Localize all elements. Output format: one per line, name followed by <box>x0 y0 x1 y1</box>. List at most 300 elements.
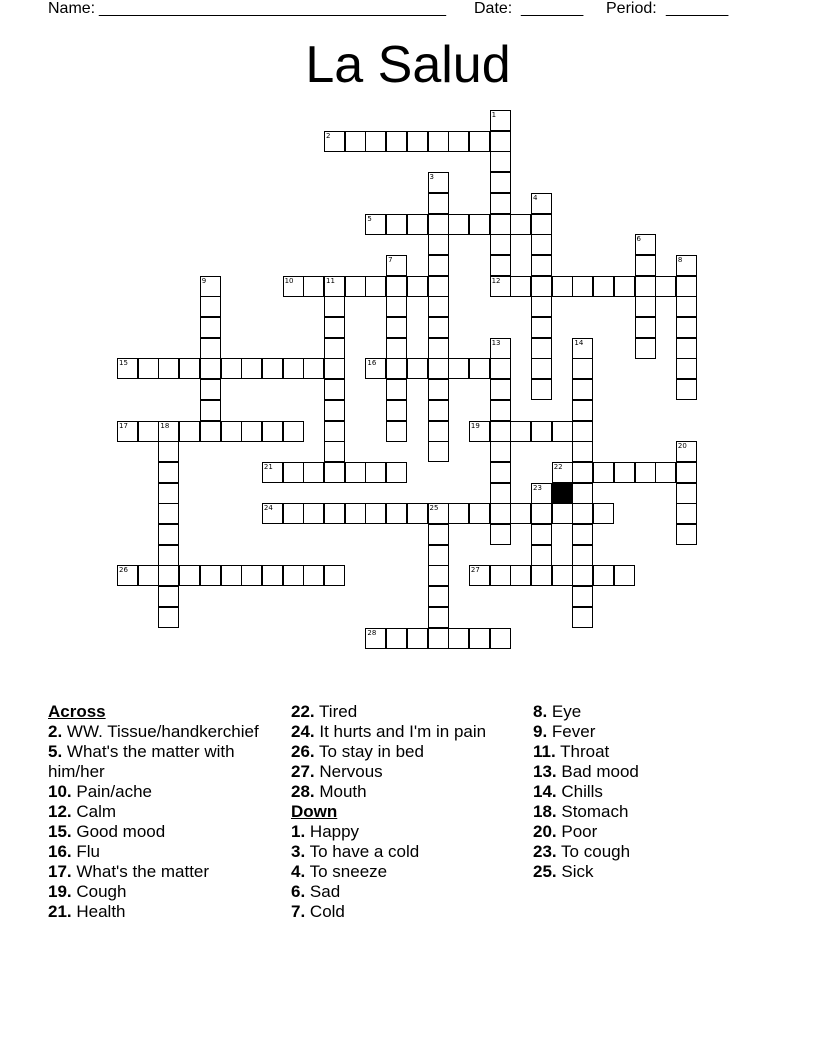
across-clue <box>48 782 283 802</box>
crossword-cell[interactable] <box>428 607 449 628</box>
down-clue <box>533 762 773 782</box>
crossword-cell[interactable] <box>428 421 449 442</box>
crossword-cell[interactable] <box>200 276 221 297</box>
crossword-cell[interactable] <box>428 379 449 400</box>
crossword-cell[interactable] <box>490 565 511 586</box>
crossword-cell[interactable] <box>490 628 511 649</box>
crossword-cell[interactable] <box>510 421 531 442</box>
crossword-cell[interactable] <box>221 421 242 442</box>
crossword-cell[interactable] <box>283 421 304 442</box>
crossword-cell[interactable] <box>365 276 386 297</box>
crossword-cell[interactable] <box>283 503 304 524</box>
crossword-cell[interactable] <box>490 421 511 442</box>
across-clue <box>291 702 521 722</box>
crossword-cell[interactable] <box>593 565 614 586</box>
crossword-cell[interactable] <box>572 545 593 566</box>
crossword-cell[interactable] <box>510 565 531 586</box>
crossword-cell[interactable] <box>572 607 593 628</box>
crossword-cell[interactable] <box>407 131 428 152</box>
crossword-cell[interactable] <box>490 524 511 545</box>
crossword-cell[interactable] <box>365 131 386 152</box>
crossword-cell[interactable] <box>531 214 552 235</box>
crossword-cell[interactable] <box>365 503 386 524</box>
crossword-cell[interactable] <box>572 586 593 607</box>
crossword-cell[interactable] <box>428 586 449 607</box>
crossword-cell[interactable] <box>407 214 428 235</box>
across-clue <box>48 842 283 862</box>
crossword-cell[interactable] <box>428 524 449 545</box>
name-blank[interactable]: _______________________________________ <box>99 0 447 17</box>
crossword-cell[interactable] <box>428 628 449 649</box>
crossword-cell[interactable] <box>386 379 407 400</box>
crossword-cell[interactable] <box>531 545 552 566</box>
crossword-cell[interactable] <box>531 234 552 255</box>
clue-text: Flu <box>71 842 100 861</box>
clue-number: 11. <box>533 742 556 761</box>
across-clue <box>48 882 283 902</box>
crossword-cell[interactable] <box>428 234 449 255</box>
crossword-cell[interactable] <box>158 483 179 504</box>
crossword-cell[interactable] <box>365 214 386 235</box>
clue-number: 8. <box>533 702 548 721</box>
crossword-cell[interactable] <box>386 317 407 338</box>
clue-text: Fever <box>547 722 596 741</box>
clue-number: 1. <box>291 822 306 841</box>
clue-number: 26. <box>291 742 315 761</box>
clue-text: To stay in bed <box>314 742 424 761</box>
clue-number: 20. <box>533 822 557 841</box>
crossword-cell[interactable] <box>407 358 428 379</box>
header <box>0 0 816 22</box>
crossword-cell[interactable] <box>635 296 656 317</box>
clue-number-label: 22 <box>553 462 563 471</box>
crossword-cell[interactable] <box>138 421 159 442</box>
clue-text: Tired <box>314 702 358 721</box>
clue-text: Chills <box>556 782 603 801</box>
down-clue <box>291 902 521 922</box>
crossword-cell[interactable] <box>262 421 283 442</box>
crossword-cell[interactable] <box>469 565 490 586</box>
crossword-cell[interactable] <box>428 255 449 276</box>
crossword-cell[interactable] <box>200 565 221 586</box>
crossword-cell[interactable] <box>283 565 304 586</box>
crossword-cell[interactable] <box>386 628 407 649</box>
crossword-cell[interactable] <box>158 441 179 462</box>
page-title: La Salud <box>305 36 511 94</box>
date-blank[interactable]: _______ <box>521 0 584 17</box>
clue-text: To cough <box>556 842 631 861</box>
crossword-cell[interactable] <box>241 358 262 379</box>
crossword-cell[interactable] <box>303 565 324 586</box>
crossword-cell[interactable] <box>676 524 697 545</box>
crossword-cell[interactable] <box>635 317 656 338</box>
crossword-cell[interactable] <box>179 565 200 586</box>
clue-number-label: 15 <box>119 359 128 368</box>
crossword-cell[interactable] <box>158 421 179 442</box>
crossword-cell[interactable] <box>572 338 593 359</box>
crossword-cell[interactable] <box>448 503 469 524</box>
crossword-cell[interactable] <box>303 276 324 297</box>
crossword-cell[interactable] <box>324 379 345 400</box>
crossword-cell[interactable] <box>303 462 324 483</box>
crossword-cell[interactable] <box>158 586 179 607</box>
blocked-cell <box>552 483 573 504</box>
crossword-cell[interactable] <box>428 503 449 524</box>
clue-text: It hurts and I'm in pain <box>314 722 487 741</box>
crossword-cell[interactable] <box>469 358 490 379</box>
clue-text: Sick <box>556 862 594 881</box>
crossword-cell[interactable] <box>572 503 593 524</box>
crossword-cell[interactable] <box>386 462 407 483</box>
crossword-cell[interactable] <box>386 400 407 421</box>
crossword-cell[interactable] <box>428 276 449 297</box>
crossword-cell[interactable] <box>324 296 345 317</box>
crossword-cell[interactable] <box>531 483 552 504</box>
crossword-cell[interactable] <box>200 317 221 338</box>
across-clue <box>48 802 283 822</box>
crossword-cell[interactable] <box>428 317 449 338</box>
clue-text: Bad mood <box>556 762 639 781</box>
clue-number-label: 7 <box>388 255 393 264</box>
clue-number-label: 10 <box>284 276 294 285</box>
crossword-cell[interactable] <box>138 565 159 586</box>
across-clue <box>291 782 521 802</box>
crossword-cell[interactable] <box>428 172 449 193</box>
crossword-cell[interactable] <box>386 255 407 276</box>
clue-text: Mouth <box>314 782 367 801</box>
crossword-cell[interactable] <box>324 276 345 297</box>
crossword-cell[interactable] <box>345 276 366 297</box>
crossword-cell[interactable] <box>158 358 179 379</box>
across-clue <box>48 862 283 882</box>
crossword-cell[interactable] <box>490 276 511 297</box>
crossword-cell[interactable] <box>531 296 552 317</box>
crossword-cell[interactable] <box>117 565 138 586</box>
crossword-cell[interactable] <box>572 462 593 483</box>
crossword-cell[interactable] <box>386 131 407 152</box>
crossword-cell[interactable] <box>428 565 449 586</box>
down-clue <box>533 722 773 742</box>
crossword-cell[interactable] <box>490 441 511 462</box>
crossword-cell[interactable] <box>158 462 179 483</box>
crossword-cell[interactable] <box>283 276 304 297</box>
crossword-cell[interactable] <box>531 358 552 379</box>
clue-number-label: 2 <box>326 131 331 140</box>
clue-number-label: 8 <box>677 255 683 264</box>
crossword-cell[interactable] <box>490 462 511 483</box>
crossword-cell[interactable] <box>510 276 531 297</box>
crossword-cell[interactable] <box>262 358 283 379</box>
crossword-cell[interactable] <box>676 503 697 524</box>
crossword-cell[interactable] <box>552 503 573 524</box>
crossword-cell[interactable] <box>365 462 386 483</box>
crossword-cell[interactable] <box>428 131 449 152</box>
crossword-cell[interactable] <box>241 421 262 442</box>
crossword-cell[interactable] <box>490 131 511 152</box>
down-clue <box>533 822 773 842</box>
clue-number-label: 18 <box>160 421 170 430</box>
clue-text: Pain/ache <box>71 782 152 801</box>
crossword-cell[interactable] <box>676 255 697 276</box>
crossword-cell[interactable] <box>324 421 345 442</box>
period-blank[interactable]: _______ <box>666 0 729 17</box>
crossword-cell[interactable] <box>386 503 407 524</box>
crossword-cell[interactable] <box>365 358 386 379</box>
crossword-cell[interactable] <box>345 503 366 524</box>
crossword-cell[interactable] <box>407 276 428 297</box>
crossword-cell[interactable] <box>386 421 407 442</box>
crossword-cell[interactable] <box>469 628 490 649</box>
across-clue-list <box>48 722 283 922</box>
crossword-cell[interactable] <box>552 462 573 483</box>
crossword-cell[interactable] <box>262 565 283 586</box>
clue-text: To sneeze <box>305 862 388 881</box>
crossword-cell[interactable] <box>655 462 676 483</box>
crossword-cell[interactable] <box>428 358 449 379</box>
crossword-cell[interactable] <box>635 338 656 359</box>
clue-number-label: 6 <box>636 235 641 244</box>
clue-text: Calm <box>71 802 117 821</box>
crossword-cell[interactable] <box>676 379 697 400</box>
down-clue <box>291 822 521 842</box>
across-clue <box>291 742 521 762</box>
clue-number-label: 14 <box>574 338 584 347</box>
crossword-cell[interactable] <box>386 338 407 359</box>
crossword-cell[interactable] <box>324 462 345 483</box>
crossword-cell[interactable] <box>490 172 511 193</box>
crossword-cell[interactable] <box>531 255 552 276</box>
crossword-cell[interactable] <box>469 131 490 152</box>
crossword-cell[interactable] <box>324 503 345 524</box>
crossword-cell[interactable] <box>490 234 511 255</box>
crossword-cell[interactable] <box>117 358 138 379</box>
crossword-cell[interactable] <box>552 421 573 442</box>
crossword-cell[interactable] <box>531 565 552 586</box>
crossword-cell[interactable] <box>552 565 573 586</box>
clue-number-label: 3 <box>429 173 434 182</box>
crossword-cell[interactable] <box>552 276 573 297</box>
crossword-cell[interactable] <box>200 338 221 359</box>
crossword-cell[interactable] <box>593 462 614 483</box>
clue-number: 27. <box>291 762 315 781</box>
crossword-cell[interactable] <box>490 483 511 504</box>
crossword-cell[interactable] <box>448 131 469 152</box>
crossword-cell[interactable] <box>572 276 593 297</box>
crossword-cell[interactable] <box>179 421 200 442</box>
clue-number-label: 12 <box>491 276 501 285</box>
crossword-cell[interactable] <box>386 358 407 379</box>
crossword-cell[interactable] <box>469 421 490 442</box>
clue-number-label: 25 <box>429 504 439 513</box>
crossword-cell[interactable] <box>490 503 511 524</box>
clue-number: 15. <box>48 822 72 841</box>
crossword-cell[interactable] <box>655 276 676 297</box>
clue-number: 5. <box>48 742 63 761</box>
crossword-cell[interactable] <box>303 503 324 524</box>
clue-column-2 <box>291 702 521 922</box>
crossword-cell[interactable] <box>200 400 221 421</box>
crossword-cell[interactable] <box>635 462 656 483</box>
crossword-cell[interactable] <box>324 358 345 379</box>
clue-text: Health <box>71 902 126 921</box>
crossword-cell[interactable] <box>221 565 242 586</box>
crossword-cell[interactable] <box>158 524 179 545</box>
crossword-cell[interactable] <box>448 214 469 235</box>
crossword-cell[interactable] <box>572 421 593 442</box>
crossword-cell[interactable] <box>448 628 469 649</box>
crossword-cell[interactable] <box>469 214 490 235</box>
crossword-cell[interactable] <box>572 379 593 400</box>
crossword-cell[interactable] <box>531 317 552 338</box>
crossword-cell[interactable] <box>510 214 531 235</box>
clue-number-label: 26 <box>119 566 128 575</box>
crossword-cell[interactable] <box>676 462 697 483</box>
crossword-cell[interactable] <box>572 565 593 586</box>
crossword-cell[interactable] <box>676 441 697 462</box>
clue-number: 17. <box>48 862 72 881</box>
crossword-cell[interactable] <box>428 296 449 317</box>
crossword-cell[interactable] <box>531 421 552 442</box>
crossword-cell[interactable] <box>635 255 656 276</box>
crossword-cell[interactable] <box>572 483 593 504</box>
crossword-cell[interactable] <box>614 462 635 483</box>
crossword-cell[interactable] <box>593 276 614 297</box>
crossword-cell[interactable] <box>324 441 345 462</box>
crossword-cell[interactable] <box>221 358 242 379</box>
crossword-cell[interactable] <box>635 234 656 255</box>
crossword-cell[interactable] <box>262 462 283 483</box>
crossword-cell[interactable] <box>386 276 407 297</box>
crossword-cell[interactable] <box>158 503 179 524</box>
crossword-cell[interactable] <box>531 379 552 400</box>
crossword-cell[interactable] <box>676 358 697 379</box>
crossword-cell[interactable] <box>676 276 697 297</box>
crossword-cell[interactable] <box>200 358 221 379</box>
across-clue <box>48 742 283 782</box>
crossword-cell[interactable] <box>531 524 552 545</box>
crossword-cell[interactable] <box>241 565 262 586</box>
clue-number-label: 13 <box>491 338 501 347</box>
clue-number: 24. <box>291 722 315 741</box>
crossword-cell[interactable] <box>469 503 490 524</box>
crossword-cell[interactable] <box>490 358 511 379</box>
crossword-cell[interactable] <box>365 628 386 649</box>
crossword-cell[interactable] <box>386 296 407 317</box>
crossword-cell[interactable] <box>345 462 366 483</box>
crossword-cell[interactable] <box>428 400 449 421</box>
crossword-cell[interactable] <box>635 276 656 297</box>
crossword-cell[interactable] <box>407 503 428 524</box>
crossword-cell[interactable] <box>200 296 221 317</box>
crossword-cell[interactable] <box>324 338 345 359</box>
crossword-cell[interactable] <box>572 441 593 462</box>
crossword-cell[interactable] <box>614 565 635 586</box>
crossword-cell[interactable] <box>531 193 552 214</box>
crossword-cell[interactable] <box>324 400 345 421</box>
crossword-cell[interactable] <box>428 214 449 235</box>
clue-text: What's the matter <box>71 862 210 881</box>
crossword-cell[interactable] <box>407 628 428 649</box>
crossword-cell[interactable] <box>345 131 366 152</box>
clue-number: 21. <box>48 902 72 921</box>
clue-number: 23. <box>533 842 557 861</box>
crossword-cell[interactable] <box>614 276 635 297</box>
crossword-cell[interactable] <box>448 358 469 379</box>
crossword-cell[interactable] <box>158 607 179 628</box>
crossword-cell[interactable] <box>179 358 200 379</box>
crossword-cell[interactable] <box>324 131 345 152</box>
crossword-cell[interactable] <box>386 214 407 235</box>
clue-text: Poor <box>556 822 598 841</box>
crossword-cell[interactable] <box>303 358 324 379</box>
crossword-cell[interactable] <box>490 255 511 276</box>
clue-number: 18. <box>533 802 557 821</box>
crossword-cell[interactable] <box>138 358 159 379</box>
across-clue <box>291 762 521 782</box>
crossword-cell[interactable] <box>283 358 304 379</box>
crossword-cell[interactable] <box>572 400 593 421</box>
crossword-cell[interactable] <box>283 462 304 483</box>
crossword-cell[interactable] <box>428 545 449 566</box>
clue-number: 19. <box>48 882 72 901</box>
down-clue <box>533 802 773 822</box>
clue-text: Cold <box>305 902 345 921</box>
crossword-cell[interactable] <box>490 193 511 214</box>
crossword-cell[interactable] <box>428 338 449 359</box>
crossword-cell[interactable] <box>428 193 449 214</box>
crossword-cell[interactable] <box>117 421 138 442</box>
clue-number: 2. <box>48 722 63 741</box>
crossword-cell[interactable] <box>676 317 697 338</box>
clue-number: 12. <box>48 802 72 821</box>
crossword-cell[interactable] <box>531 338 552 359</box>
crossword-cell[interactable] <box>490 379 511 400</box>
crossword-cell[interactable] <box>490 338 511 359</box>
down-clue <box>533 862 773 882</box>
clue-number-label: 4 <box>533 193 538 202</box>
clue-text: Cough <box>71 882 127 901</box>
crossword-cell[interactable] <box>490 110 511 131</box>
clue-text: Stomach <box>556 802 629 821</box>
crossword-cell[interactable] <box>200 421 221 442</box>
crossword-cell[interactable] <box>676 296 697 317</box>
clue-number-label: 9 <box>201 276 207 285</box>
crossword-cell[interactable] <box>428 441 449 462</box>
crossword-cell[interactable] <box>158 545 179 566</box>
crossword-cell[interactable] <box>676 338 697 359</box>
crossword-cell[interactable] <box>531 503 552 524</box>
across-clue-list-continued <box>291 702 521 802</box>
crossword-cell[interactable] <box>490 214 511 235</box>
crossword-cell[interactable] <box>490 400 511 421</box>
crossword-cell[interactable] <box>593 503 614 524</box>
down-heading: Down <box>291 802 338 821</box>
crossword-cell[interactable] <box>324 565 345 586</box>
clue-number: 28. <box>291 782 315 801</box>
crossword-cell[interactable] <box>324 317 345 338</box>
crossword-cell[interactable] <box>158 565 179 586</box>
crossword-cell[interactable] <box>572 358 593 379</box>
crossword-cell[interactable] <box>510 503 531 524</box>
crossword-cell[interactable] <box>531 276 552 297</box>
down-clue-list <box>291 822 521 922</box>
crossword-cell[interactable] <box>490 151 511 172</box>
crossword-cell[interactable] <box>572 524 593 545</box>
crossword-cell[interactable] <box>200 379 221 400</box>
clue-number: 10. <box>48 782 72 801</box>
crossword-cell[interactable] <box>262 503 283 524</box>
crossword-cell[interactable] <box>676 483 697 504</box>
